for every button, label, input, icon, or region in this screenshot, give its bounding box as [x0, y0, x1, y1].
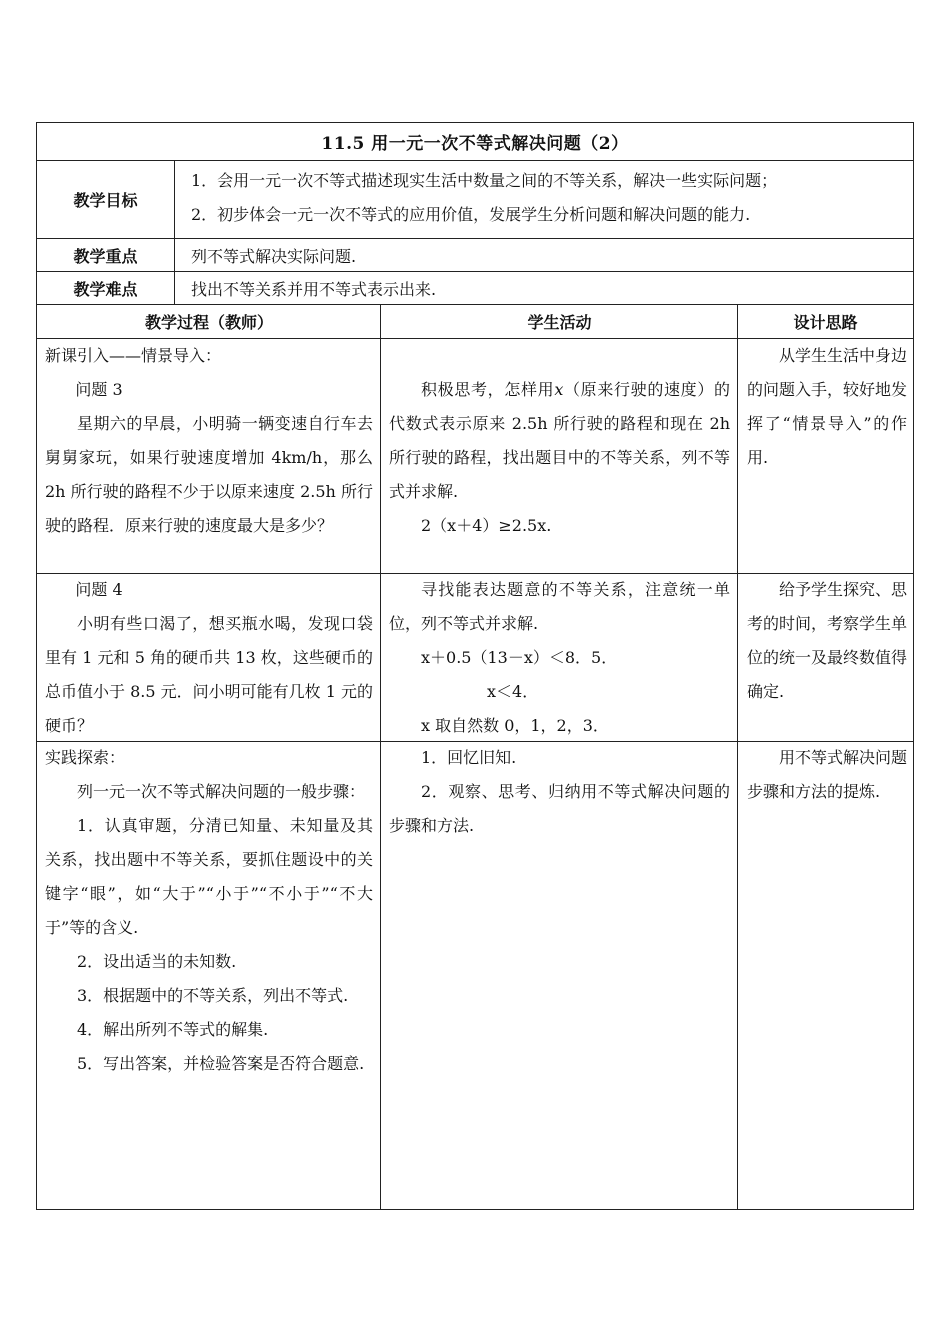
section3-heading: 实践探索：: [45, 748, 126, 767]
student2-answer: x 取自然数 0，1，2，3．: [421, 716, 609, 735]
student1-formula: 2（x＋4）≥2.5x.: [421, 516, 552, 535]
student3-item: 2．观察、思考、归纳用不等式解决问题的步骤和方法.: [389, 782, 730, 835]
design1-text: 从学生生活中身边的问题入手，较好地发挥了“情景导入”的作用.: [747, 346, 908, 467]
step-item: 4．解出所列不等式的解集.: [77, 1020, 269, 1039]
step-item: 5．写出答案，并检验答案是否符合题意.: [77, 1054, 365, 1073]
key-point-text: 列不等式解决实际问题.: [191, 246, 357, 266]
student3-item: 1．回忆旧知.: [421, 748, 517, 767]
student2-text: 寻找能表达题意的不等关系，注意统一单位，列不等式并求解.: [389, 580, 730, 633]
steps-intro: 列一元一次不等式解决问题的一般步骤：: [77, 782, 366, 801]
problem4-text: 小明有些口渴了，想买瓶水喝，发现口袋里有 1 元和 5 角的硬币共 13 枚，这些硬币的总币值小于 8.5 元．问小明可能有几枚 1 元的硬币？: [45, 614, 373, 735]
student1-text-pre: 积极思考，怎样用: [421, 380, 555, 399]
section2-teacher: [45, 573, 373, 743]
section3-design: [747, 741, 907, 809]
difficulty-row: [37, 272, 913, 305]
section1-teacher: [45, 339, 373, 543]
student-column-header: 学生活动: [527, 313, 592, 332]
problem3-text: 星期六的早晨，小明骑一辆变速自行车去舅舅家玩，如果行驶速度增加 4km/h，那么 2h 所行驶的路程不少于以原来速度 2.5h 所行驶的路程．原来行驶的速度最大是多少？: [45, 414, 373, 535]
teacher-column-header: 教学过程（教师）: [144, 313, 273, 332]
section3-teacher: [45, 741, 373, 1081]
student2-formula1: x＋0.5（13－x）＜8．5．: [421, 648, 618, 667]
section1-student: [389, 373, 730, 543]
section2-student: [389, 573, 730, 743]
difficulty-text: 找出不等关系并用不等式表示出来.: [191, 279, 437, 299]
objectives-content: [175, 161, 913, 238]
objective-item: 1．会用一元一次不等式描述现实生活中数量之间的不等关系，解决一些实际问题；: [191, 171, 778, 190]
objectives-label: 教学目标: [37, 161, 175, 238]
page-title: 11.5 用一元一次不等式解决问题（2）: [37, 123, 913, 161]
section1-heading: 新课引入——情景导入：: [45, 346, 222, 365]
objectives-row: [37, 161, 913, 239]
design3-text: 用不等式解决问题步骤和方法的提炼.: [747, 748, 908, 801]
student1-var: x: [554, 380, 564, 399]
design-column-header: 设计思路: [793, 313, 858, 332]
section3-student: [389, 741, 730, 843]
lesson-plan-table: [36, 122, 914, 1210]
objective-item: 2．初步体会一元一次不等式的应用价值，发展学生分析问题和解决问题的能力.: [191, 205, 751, 224]
key-point-label: 教学重点: [37, 239, 175, 271]
step-item: 3．根据题中的不等关系，列出不等式.: [77, 986, 349, 1005]
difficulty-label: 教学难点: [37, 272, 175, 304]
column-header-row: [37, 305, 913, 339]
step-item: 1．认真审题，分清已知量、未知量及其关系，找出题中不等关系，要抓住题设中的关键字“眼”，如“大于”“小于”“不小于”“不大于”等的含义.: [45, 816, 373, 937]
step-item: 2．设出适当的未知数.: [77, 952, 237, 971]
section1-design: [747, 339, 907, 475]
key-point-row: [37, 239, 913, 272]
design2-text: 给予学生探究、思考的时间，考察学生单位的统一及最终数值得确定.: [747, 580, 908, 701]
student1-text-post: （原来行驶的速度）的代数式表示原来 2.5h 所行驶的路程和现在 2h 所行驶的路程，找出题目中的不等关系，列不等式并求解.: [389, 380, 730, 501]
student2-formula2: x＜4．: [487, 682, 539, 701]
section2-design: [747, 573, 907, 709]
problem4-label: 问题 4: [75, 580, 123, 599]
problem3-label: 问题 3: [75, 380, 123, 399]
